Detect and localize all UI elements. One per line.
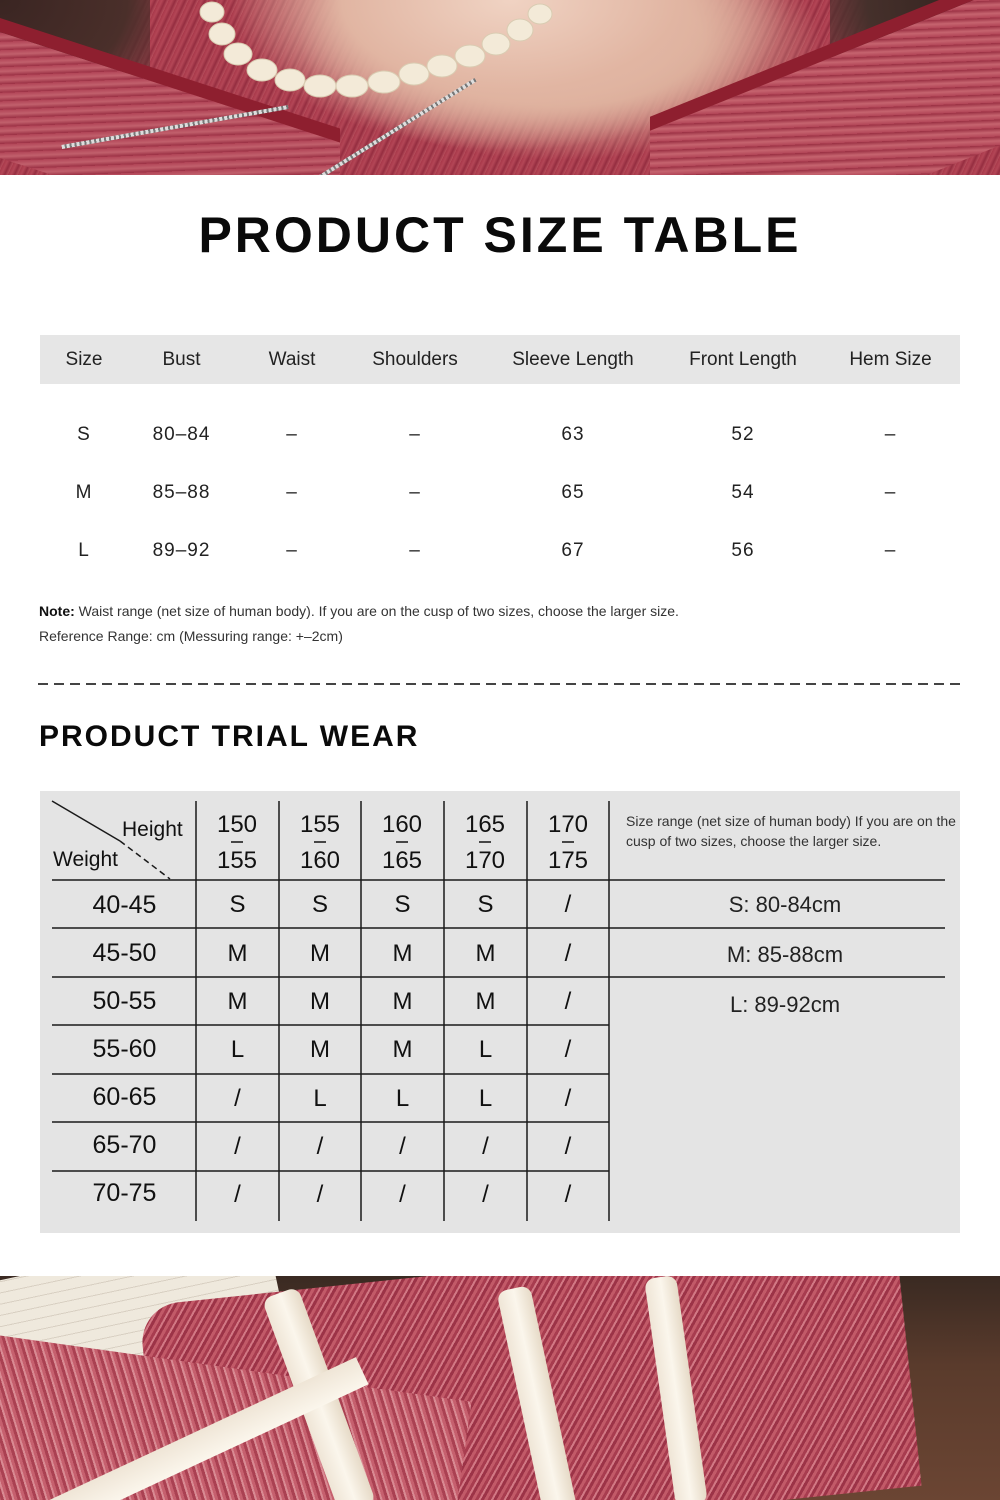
height-from: 170 xyxy=(547,811,589,838)
top-product-photo xyxy=(0,0,1000,175)
trial-size-cell: M xyxy=(227,940,248,967)
table-cell: – xyxy=(884,482,897,503)
height-from: 150 xyxy=(216,811,258,838)
trial-size-cell: / xyxy=(564,891,572,918)
trial-size-cell: / xyxy=(399,1133,406,1160)
table-cell: 67 xyxy=(561,540,585,561)
trial-size-cell: S xyxy=(229,891,246,918)
height-from: 155 xyxy=(299,811,341,838)
pearl-necklace-image xyxy=(0,0,1000,175)
trial-size-cell: L xyxy=(313,1085,327,1112)
table-cell: – xyxy=(409,482,421,503)
trial-size-cell: S xyxy=(477,891,494,918)
table-cell: – xyxy=(286,424,298,445)
height-header xyxy=(444,807,526,879)
table-cell: S xyxy=(77,424,91,445)
range-m: M: 85-88cm xyxy=(726,942,844,967)
bottom-product-photo xyxy=(0,1276,1000,1500)
header-sleeve-length: Sleeve Length xyxy=(512,348,634,370)
trial-size-cell: / xyxy=(564,1133,572,1160)
trial-size-cell: / xyxy=(316,1133,324,1160)
trial-size-cell: / xyxy=(564,1085,572,1112)
table-cell: 52 xyxy=(731,424,755,445)
trial-wear-title: PRODUCT TRIAL WEAR xyxy=(39,720,420,753)
table-cell: – xyxy=(409,540,421,561)
height-to: 165 xyxy=(381,847,423,874)
table-cell: 65 xyxy=(561,482,585,503)
trial-size-cell: M xyxy=(392,988,413,1015)
page-title: PRODUCT SIZE TABLE xyxy=(198,207,802,263)
weight-label: 60-65 xyxy=(92,1083,157,1111)
weight-label: 40-45 xyxy=(92,891,157,919)
header-front-length: Front Length xyxy=(689,348,797,370)
table-cell: L xyxy=(78,540,90,561)
table-row xyxy=(40,406,960,464)
trial-size-cell: / xyxy=(399,1181,406,1208)
height-header xyxy=(279,807,361,879)
weight-label: 55-60 xyxy=(92,1035,157,1063)
header-shoulders: Shoulders xyxy=(372,348,458,370)
trial-size-cell: S xyxy=(394,891,411,918)
table-row xyxy=(40,522,960,580)
range-s: S: 80-84cm xyxy=(728,892,842,917)
header-hem-size: Hem Size xyxy=(849,348,932,370)
trial-size-cell: M xyxy=(475,940,496,967)
trial-size-cell: / xyxy=(234,1133,241,1160)
height-header xyxy=(196,807,278,879)
height-from: 165 xyxy=(464,811,506,838)
height-to: 160 xyxy=(299,847,341,874)
height-to: 155 xyxy=(216,847,258,874)
height-to: 175 xyxy=(547,847,589,874)
size-range-note: Size range (net size of human body) If you are on the cusp of two sizes, choose the larger size. xyxy=(626,813,956,849)
table-cell: 54 xyxy=(731,482,755,503)
table-cell: 56 xyxy=(731,540,755,561)
trial-size-cell: S xyxy=(311,891,328,918)
trial-size-cell: M xyxy=(227,988,248,1015)
table-cell: – xyxy=(884,540,897,561)
table-row xyxy=(40,464,960,522)
trial-size-cell: M xyxy=(392,1036,413,1063)
trial-size-cell: / xyxy=(316,1181,324,1208)
trial-size-cell: / xyxy=(482,1133,489,1160)
note-label: Note: xyxy=(39,603,75,619)
table-cell: 63 xyxy=(561,424,585,445)
trial-size-cell: / xyxy=(564,1036,572,1063)
trial-size-cell: L xyxy=(395,1085,410,1112)
weight-label: 70-75 xyxy=(92,1179,157,1207)
header-waist: Waist xyxy=(268,348,316,370)
trial-size-cell: / xyxy=(234,1181,241,1208)
table-cell: 89–92 xyxy=(152,540,211,561)
trial-size-cell: / xyxy=(482,1181,489,1208)
weight-label: 45-50 xyxy=(92,939,157,967)
size-table-header xyxy=(40,335,960,384)
trial-size-cell: M xyxy=(392,940,413,967)
header-bust: Bust xyxy=(162,348,201,370)
trial-size-cell: L xyxy=(478,1036,493,1063)
table-cell: 80–84 xyxy=(152,424,211,445)
height-from: 160 xyxy=(381,811,423,838)
section-divider xyxy=(38,683,960,685)
note-line-2: Reference Range: cm (Messuring range: +–2cm) xyxy=(39,628,343,644)
table-cell: – xyxy=(286,482,298,503)
trial-size-cell: / xyxy=(564,988,572,1015)
trial-size-cell: / xyxy=(234,1085,241,1112)
trial-size-cell: M xyxy=(310,940,330,967)
range-l: L: 89-92cm xyxy=(729,992,841,1017)
trial-size-cell: M xyxy=(310,988,330,1015)
table-cell: 85–88 xyxy=(152,482,211,503)
height-header xyxy=(527,807,609,879)
trial-size-cell: M xyxy=(310,1036,330,1063)
corner-weight-label: Weight xyxy=(53,848,118,871)
trial-size-cell: / xyxy=(564,1181,572,1208)
trial-wear-table xyxy=(40,791,960,1233)
table-cell: – xyxy=(884,424,897,445)
trial-size-cell: L xyxy=(230,1036,245,1063)
table-cell: M xyxy=(75,482,93,503)
height-to: 170 xyxy=(464,847,506,874)
header-size: Size xyxy=(65,348,103,370)
table-cell: – xyxy=(409,424,421,445)
corner-height-label: Height xyxy=(122,818,183,841)
height-header xyxy=(361,807,443,879)
size-table xyxy=(40,335,960,580)
trial-size-cell: L xyxy=(478,1085,493,1112)
size-note xyxy=(39,599,679,649)
weight-label: 65-70 xyxy=(92,1131,157,1159)
trial-size-cell: M xyxy=(475,988,496,1015)
weight-label: 50-55 xyxy=(92,987,157,1015)
note-line-1: Waist range (net size of human body). If you are on the cusp of two sizes, choose the larger size. xyxy=(74,603,679,619)
table-cell: – xyxy=(286,540,298,561)
trial-size-cell: / xyxy=(564,940,572,967)
